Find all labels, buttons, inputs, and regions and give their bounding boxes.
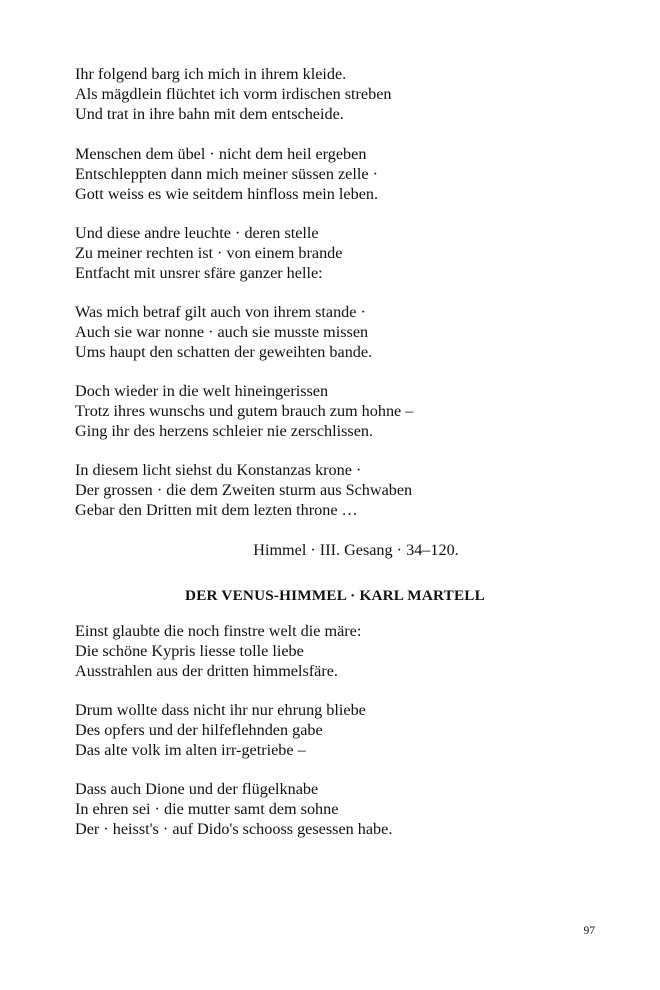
verse-line: Gebar den Dritten mit dem lezten throne …	[75, 501, 358, 519]
stanza	[75, 779, 595, 839]
verse-line: Ums haupt den schatten der geweihten bande.	[75, 343, 373, 361]
verse-line: Gott weiss es wie seitdem hinfloss mein leben.	[75, 185, 379, 203]
verse-line: Menschen dem übel · nicht dem heil ergeben	[75, 145, 367, 163]
verse-line: Auch sie war nonne · auch sie musste missen	[75, 323, 369, 341]
verse-line: Einst glaubte die noch finstre welt die märe:	[75, 622, 362, 640]
verse-line: Ihr folgend barg ich mich in ihrem kleide.	[75, 65, 347, 83]
stanza	[75, 460, 595, 520]
verse-line: Als mägdlein flüchtet ich vorm irdischen streben	[75, 85, 392, 103]
verse-line: Entfacht mit unsrer sfäre ganzer helle:	[75, 264, 323, 282]
verse-line: Und trat in ihre bahn mit dem entscheide.	[75, 105, 344, 123]
verse-line: Ging ihr des herzens schleier nie zerschlissen.	[75, 422, 374, 440]
stanza	[75, 621, 595, 681]
source-note: Himmel · III. Gesang · 34–120.	[253, 541, 459, 559]
verse-line: Dass auch Dione und der flügelknabe	[75, 780, 319, 798]
stanza	[75, 381, 595, 441]
verse-line: In ehren sei · die mutter samt dem sohne	[75, 800, 339, 818]
section-heading: DER VENUS-HIMMEL · KARL MARTELL	[185, 587, 485, 604]
stanza	[75, 223, 595, 283]
verse-line: Drum wollte dass nicht ihr nur ehrung bliebe	[75, 701, 366, 719]
verse-line: Der grossen · die dem Zweiten sturm aus Schwaben	[75, 481, 413, 499]
stanza	[75, 302, 595, 362]
verse-line: Des opfers und der hilfeflehnden gabe	[75, 721, 323, 739]
verse-line: Und diese andre leuchte · deren stelle	[75, 224, 319, 242]
verse-line: Zu meiner rechten ist · von einem brande	[75, 244, 343, 262]
stanza	[75, 144, 595, 204]
stanza	[75, 64, 595, 124]
page-number: 97	[583, 925, 595, 937]
verse-line: Was mich betraf gilt auch von ihrem stande ·	[75, 303, 366, 321]
stanza	[75, 700, 595, 760]
verse-line: Das alte volk im alten irr-getriebe –	[75, 741, 306, 759]
verse-line: Doch wieder in die welt hineingerissen	[75, 382, 329, 400]
verse-line: Die schöne Kypris liesse tolle liebe	[75, 642, 304, 660]
verse-line: In diesem licht siehst du Konstanzas krone ·	[75, 461, 362, 479]
verse-line: Trotz ihres wunschs und gutem brauch zum hohne –	[75, 402, 414, 420]
verse-line: Der · heisst's · auf Dido's schooss gesessen habe.	[75, 820, 393, 838]
verse-line: Entschleppten dann mich meiner süssen zelle ·	[75, 165, 378, 183]
verse-line: Ausstrahlen aus der dritten himmelsfäre.	[75, 662, 338, 680]
